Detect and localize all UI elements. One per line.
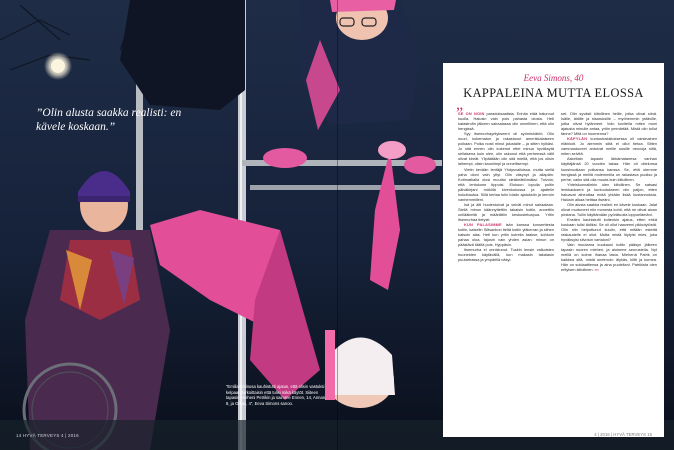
paragraph-text: Ensiten kauhistutti kuitenkin ajatus, etten ehkä koskaan tulisi äidiksi. Se oli ollut haaveeni pikkutytöstä. Olin niin helpottunut kuulin, että mitään estettä raskaudelle ei ollut. Mutta mistä löytyisi mies, joka hyväksyisi silvotun vartaloni?: [561, 216, 657, 243]
paragraph-text: Olin alusta saakka realisti: en kävele koskaan. Jalat olivat murtuneet niin monesta kohti, että ne olivat aivan pirstana. Tuliin käyttämään pyörätuolia loppuelämäni.: [561, 201, 657, 217]
article-panel: [443, 63, 664, 437]
article-paragraph: [458, 111, 554, 131]
article-paragraph: [458, 167, 554, 202]
paragraph-text: Askeltain tapasin lärkämatanesa vanhan käyttäjänsä 20 vuoden takaa. Hän oli ottelunsa kuusivuotiaan poikansa kanssa. Se, että olemme hengissä ja meillä molemmilla on rakastava puoliso ja perhe; vaiko sitä olla muuta kuin kiitollinen.: [561, 156, 657, 182]
article-paragraph: [561, 242, 657, 272]
article-paragraph: [458, 202, 554, 222]
article-paragraph: [561, 136, 657, 156]
article-paragraph: [561, 182, 657, 202]
article-paragraph: [561, 156, 657, 181]
byline: Eeva Simons, 40: [523, 73, 584, 83]
page-folio-left: 14 HYVÄ TERVEYS 4 | 2016: [16, 433, 79, 438]
article-paragraph: [458, 131, 554, 166]
article-paragraph: [561, 111, 657, 136]
paragraph-lead-in: KÄPYLÄN: [567, 136, 588, 142]
paragraph-text: Syy itsemurhayritykseeni oli syömishäiriö. Olin nuori, kokematon ja rakastunut amerikkalaiseen poikaan. Poika nosti minut jalustalle – ja sitten hylkäsi. Jo sitä ennen olin kokenut ettei minua hyväksytä sellaisena kuin olen, olin uskonut että perheessä välit olivat kireät. Ylipäätään olin sitä mieltä, että jos olisin laihempi, olisin kauniimpi ja onnellisempi.: [458, 131, 554, 167]
paragraph-text: Isä ja äiti huolestuivat ja veivät minut sairaalaan. Siellä minun käännyttettiin takaisin kotiin, annettiin unilääkettä ja määrättiin keskusteluapua. Yritin itsemurhaa tietysti.: [458, 201, 554, 222]
photo-caption: ”Emilian minusa kauhistutti ajatus, että olisin vastuksi kelpaan tarkoittaisin että tulisi mikä käytöt. Siiteen tapasin mieheni Petrikin ja saimme Ennen, 14, Annan, 8, ja Odian, 4”, Eeva Simons sanoo.: [226, 384, 327, 406]
paragraph-text: set. Olin syvästi kiitollinen heille, jotka olivat siinä. Isälle, äidille ja sisaruksille – myöhemmin ystäville, jotka olivat hylänneet. Voin kuvitella miten moni ajatusta minulle antaa, yritin ymmärtää. Mistä olin tullut tänne? Mitä on huomenna?: [561, 111, 657, 137]
article-column-2: [561, 111, 657, 273]
pull-quote: ”Olin alusta saakka realisti: en kävele koskaan.”: [36, 107, 182, 133]
paragraph-text: isän kanssa konserttesta kotiin, katselin Siltsankon tieltä kotiin yläkerran ja siihen katsoin alas. Heti kun yritin koirella taakse, kohkoin pahaa oloa, tajusin vain yhden asian: minun on päästävä täältä pois. Hyppäsin.: [458, 222, 554, 248]
article-paragraph: [561, 217, 657, 242]
paragraph-lead-in: SE ON NOIN: [458, 111, 485, 116]
article-headline: KAPPALEINA MUTTA ELOSSA: [463, 86, 644, 100]
paragraph-text: Vain muutama kuukausi kotiin pääsyn jälkeen tapasin nuoren miehen, ja aloimme seurustella. Nyt meillä on kolme ihanaa lasta. Miehenä Patrik on kaikkea sitä, mistä unelmoin: älykäs, kiltti ja komea. Hän on soldaattiensa ja aina puolellani. Patrikista olen erityisen kiitollinen.: [561, 242, 657, 273]
paragraph-lead-in: KUN PALASIMME: [464, 222, 502, 228]
page-folio-right: 4 | 2016 | HYVÄ TERVEYS 15: [594, 432, 652, 437]
paragraph-text: Vietin kevään lentäjä Yhdysvalloissa, mutta siellä paha oloni vain yltyi. Olin väsynyt ja allapäin. Kotimatkalla olosi muuttui sietämättömäksi. Toivoin, että lentokone tippuisi. Elokuun lopulla poltin päiväkirjani mökillä kivenkokossa ja ajattelin hukuttautua. Sillä kertaa tulin toisiin ajatuksiin ja kerroin vanhemmilleni.: [458, 166, 554, 202]
page-gutter: [337, 0, 338, 450]
end-mark-icon: ▪▪▪: [593, 267, 599, 273]
paragraph-text: kuntoutuslaitoksessa oli varsinainen eläinkoti. Jo aiemmin siitä ei ollut tietoa. Sitten vammautuneet antoivat meille uusille neuvoja siitä, miten selvitä.: [561, 136, 657, 157]
article-paragraph: [561, 202, 657, 217]
paragraph-text: Itsemurha ei onnistunut. Tuskin lensin valkoisten huoneiden käytävällä, kun makasin takalasin puutarhassa ja ympärillä näkyi.: [458, 247, 554, 263]
article-paragraph: [458, 247, 554, 262]
paragraph-text: paradoksaalista. Enhän elää halunnut kuolla. Halusin vain pois pahasta olosta. Heti katastrofin jälkeen sairaalassa olin onnellinen, että olin hengissä.: [458, 111, 554, 132]
article-paragraph: [458, 222, 554, 247]
paragraph-text: Yhteiskunnallekin olen kiitollinen. Se satsasi lenkkaukseni ja kuntoutukseen niin paljon, etten haluavat aiheuttaa enää yhtään lisää kustannuksia. Halusin alkaa heittaa itseäni.: [561, 181, 657, 202]
quote-mark-icon: ”: [456, 105, 464, 122]
article-column-1: [458, 111, 554, 262]
